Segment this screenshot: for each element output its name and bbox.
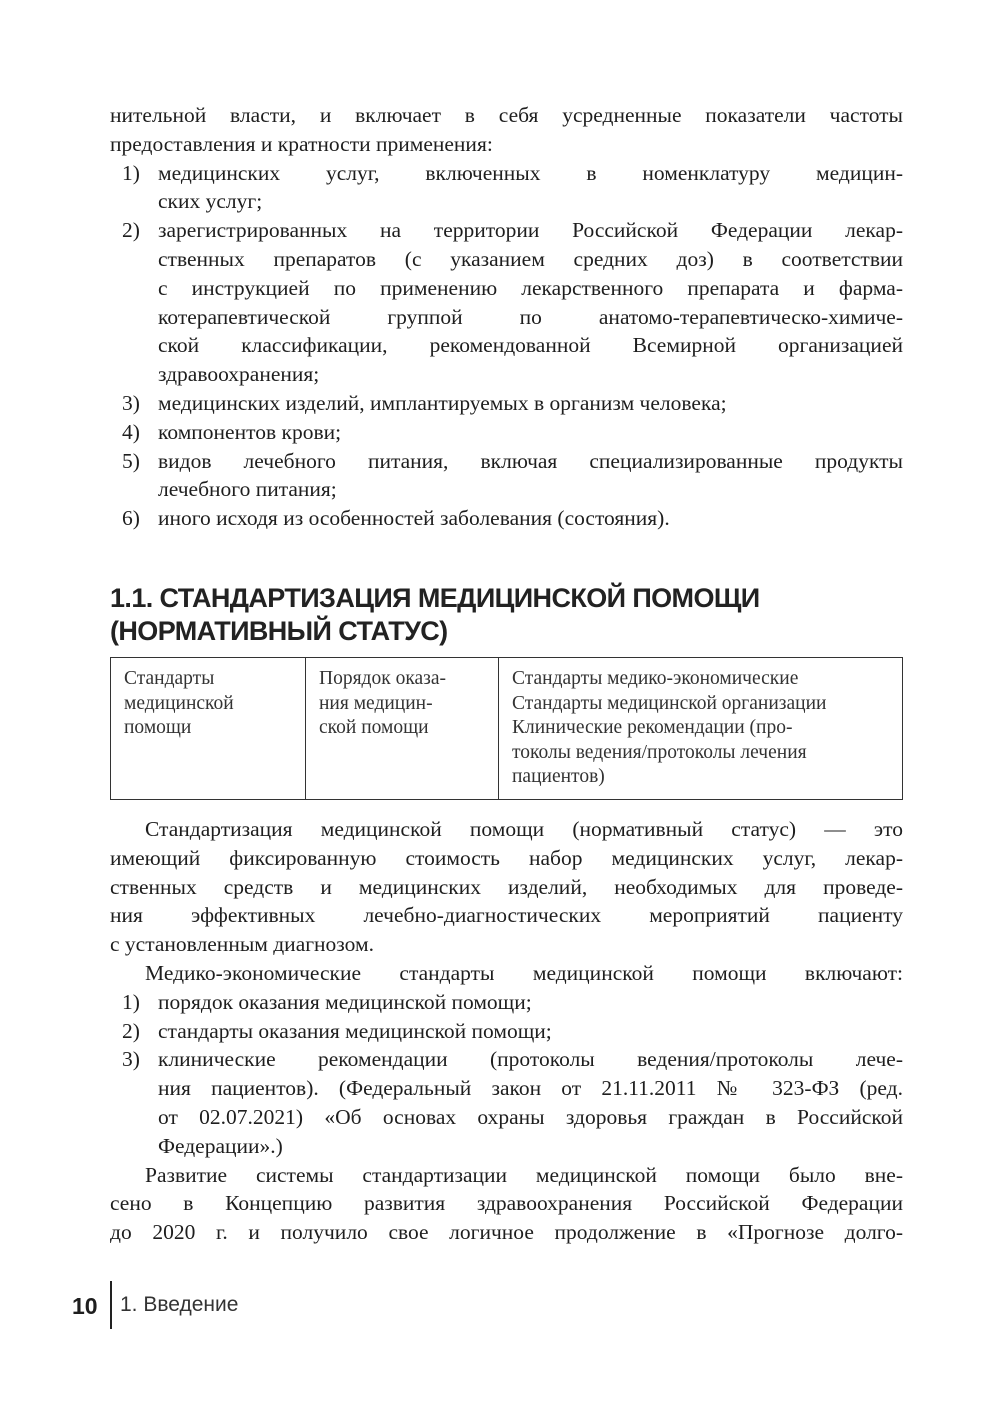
line-text: от 02.07.2021) «Об основах охраны здоровья граждан в Российской bbox=[158, 1104, 903, 1129]
text-line bbox=[110, 504, 903, 533]
line-text: стандарты оказания медицинской помощи; bbox=[158, 1018, 552, 1043]
text-line bbox=[110, 1218, 903, 1247]
text-line bbox=[110, 988, 903, 1017]
text-line bbox=[110, 447, 903, 476]
text-line bbox=[110, 1017, 903, 1046]
line-text: иного исходя из особенностей заболевания (состояния). bbox=[158, 506, 670, 531]
line-text: Медико-экономические стандарты медицинской помощи включают: bbox=[145, 960, 903, 985]
cell-line: медицинской bbox=[124, 692, 234, 714]
text-line bbox=[110, 1045, 903, 1074]
text-line bbox=[110, 187, 903, 216]
text-line bbox=[110, 245, 903, 274]
cell-standards bbox=[111, 658, 306, 800]
line-text: зарегистрированных на территории Российской Федерации лекар- bbox=[158, 218, 903, 243]
line-text: котерапевтической группой по анатомо-терапевтическо-химиче- bbox=[158, 304, 903, 329]
text-line bbox=[110, 1189, 903, 1218]
line-text: ских услуг; bbox=[158, 189, 263, 214]
line-text: медицинских услуг, включенных в номенклатуру медицин- bbox=[158, 160, 903, 185]
cell-other-standards bbox=[499, 658, 903, 800]
line-text: ственных средств и медицинских изделий, необходимых для проведе- bbox=[110, 874, 903, 899]
line-text: видов лечебного питания, включая специализированные продукты bbox=[158, 448, 903, 473]
text-line bbox=[110, 475, 903, 504]
line-text: нительной власти, и включает в себя усредненные показатели частоты bbox=[110, 103, 903, 127]
cell-line: токолы ведения/протоколы лечения bbox=[512, 741, 807, 763]
line-text: ния пациентов). (Федеральный закон от 21.11.2011 № 323-ФЗ (ред. bbox=[158, 1076, 903, 1101]
line-text: Стандартизация медицинской помощи (нормативный статус) — это bbox=[145, 817, 903, 841]
text-line bbox=[110, 303, 903, 332]
text-line bbox=[110, 1074, 903, 1103]
text-line bbox=[110, 1103, 903, 1132]
cell-procedure bbox=[306, 658, 499, 800]
text-line bbox=[110, 815, 903, 844]
cell-line: Стандарты медицинской организации bbox=[512, 692, 827, 714]
cell-line: помощи bbox=[124, 717, 192, 738]
cell-line: пациентов) bbox=[512, 766, 605, 787]
list-number: 1) bbox=[122, 989, 140, 1014]
bottom-text bbox=[110, 815, 903, 1247]
text-line bbox=[110, 959, 903, 988]
line-text: ния эффективных лечебно-диагностических мероприятий пациенту bbox=[110, 903, 903, 928]
line-text: имеющий фиксированную стоимость набор медицинских услуг, лекар- bbox=[110, 845, 903, 870]
text-line bbox=[110, 1132, 903, 1161]
line-text: Развитие системы стандартизации медицинской помощи было вне- bbox=[145, 1162, 903, 1187]
line-text: порядок оказания медицинской помощи; bbox=[158, 989, 532, 1014]
cell-line: ния медицин- bbox=[319, 692, 433, 714]
line-text: предоставления и кратности применения: bbox=[110, 131, 493, 156]
list-number: 4) bbox=[122, 419, 140, 444]
line-text: с инструкцией по применению лекарственного препарата и фарма- bbox=[158, 275, 903, 300]
page-number: 10 bbox=[72, 1293, 98, 1319]
cell-line: Порядок оказа- bbox=[319, 668, 447, 689]
list-number: 6) bbox=[122, 506, 140, 531]
line-text: ственных препаратов (с указанием средних доз) в соответствии bbox=[158, 246, 903, 271]
list-number: 2) bbox=[122, 1018, 140, 1043]
text-line bbox=[110, 930, 903, 959]
text-line bbox=[110, 418, 903, 447]
text-line bbox=[110, 360, 903, 389]
cell-line: ской помощи bbox=[319, 717, 429, 738]
list-number: 2) bbox=[122, 218, 140, 243]
text-line bbox=[110, 159, 903, 188]
line-text: медицинских изделий, имплантируемых в организм человека; bbox=[158, 390, 727, 415]
list-number: 1) bbox=[122, 160, 140, 185]
text-line bbox=[110, 873, 903, 902]
text-line bbox=[110, 331, 903, 360]
text-line bbox=[110, 389, 903, 418]
list-number: 3) bbox=[122, 1047, 140, 1072]
line-text: ской классификации, рекомендованной Всемирной организацией bbox=[158, 333, 903, 358]
text-line bbox=[110, 1161, 903, 1190]
line-text: клинические рекомендации (протоколы ведения/протоколы лече- bbox=[158, 1047, 903, 1072]
cell-line: Стандарты bbox=[124, 668, 215, 689]
list-number: 3) bbox=[122, 390, 140, 415]
cell-line: Стандарты медико-экономические bbox=[512, 668, 799, 689]
text-line bbox=[110, 901, 903, 930]
line-text: компонентов крови; bbox=[158, 419, 342, 444]
heading-line-2: (НОРМАТИВНЫЙ СТАТУС) bbox=[110, 616, 448, 646]
footer-divider bbox=[110, 1281, 112, 1329]
standards-table bbox=[110, 657, 903, 800]
chapter-title: 1. Введение bbox=[120, 1293, 239, 1316]
text-line bbox=[110, 274, 903, 303]
line-text: сено в Концепцию развития здравоохранения Российской Федерации bbox=[110, 1191, 903, 1216]
top-text bbox=[110, 101, 903, 533]
cell-line: Клинические рекомендации (про- bbox=[512, 717, 793, 738]
text-line bbox=[110, 216, 903, 245]
line-text: лечебного питания; bbox=[158, 477, 337, 502]
line-text: здравоохранения; bbox=[158, 362, 320, 387]
line-text: до 2020 г. и получило свое логичное продолжение в «Прогнозе долго- bbox=[110, 1220, 903, 1245]
line-text: Федерации».) bbox=[158, 1133, 283, 1158]
text-line bbox=[110, 844, 903, 873]
text-line bbox=[110, 101, 903, 130]
line-text: с установленным диагнозом. bbox=[110, 932, 374, 957]
list-number: 5) bbox=[122, 448, 140, 473]
text-line bbox=[110, 130, 903, 159]
heading-line-1: 1.1. СТАНДАРТИЗАЦИЯ МЕДИЦИНСКОЙ ПОМОЩИ bbox=[110, 583, 760, 613]
section-heading bbox=[110, 582, 760, 648]
